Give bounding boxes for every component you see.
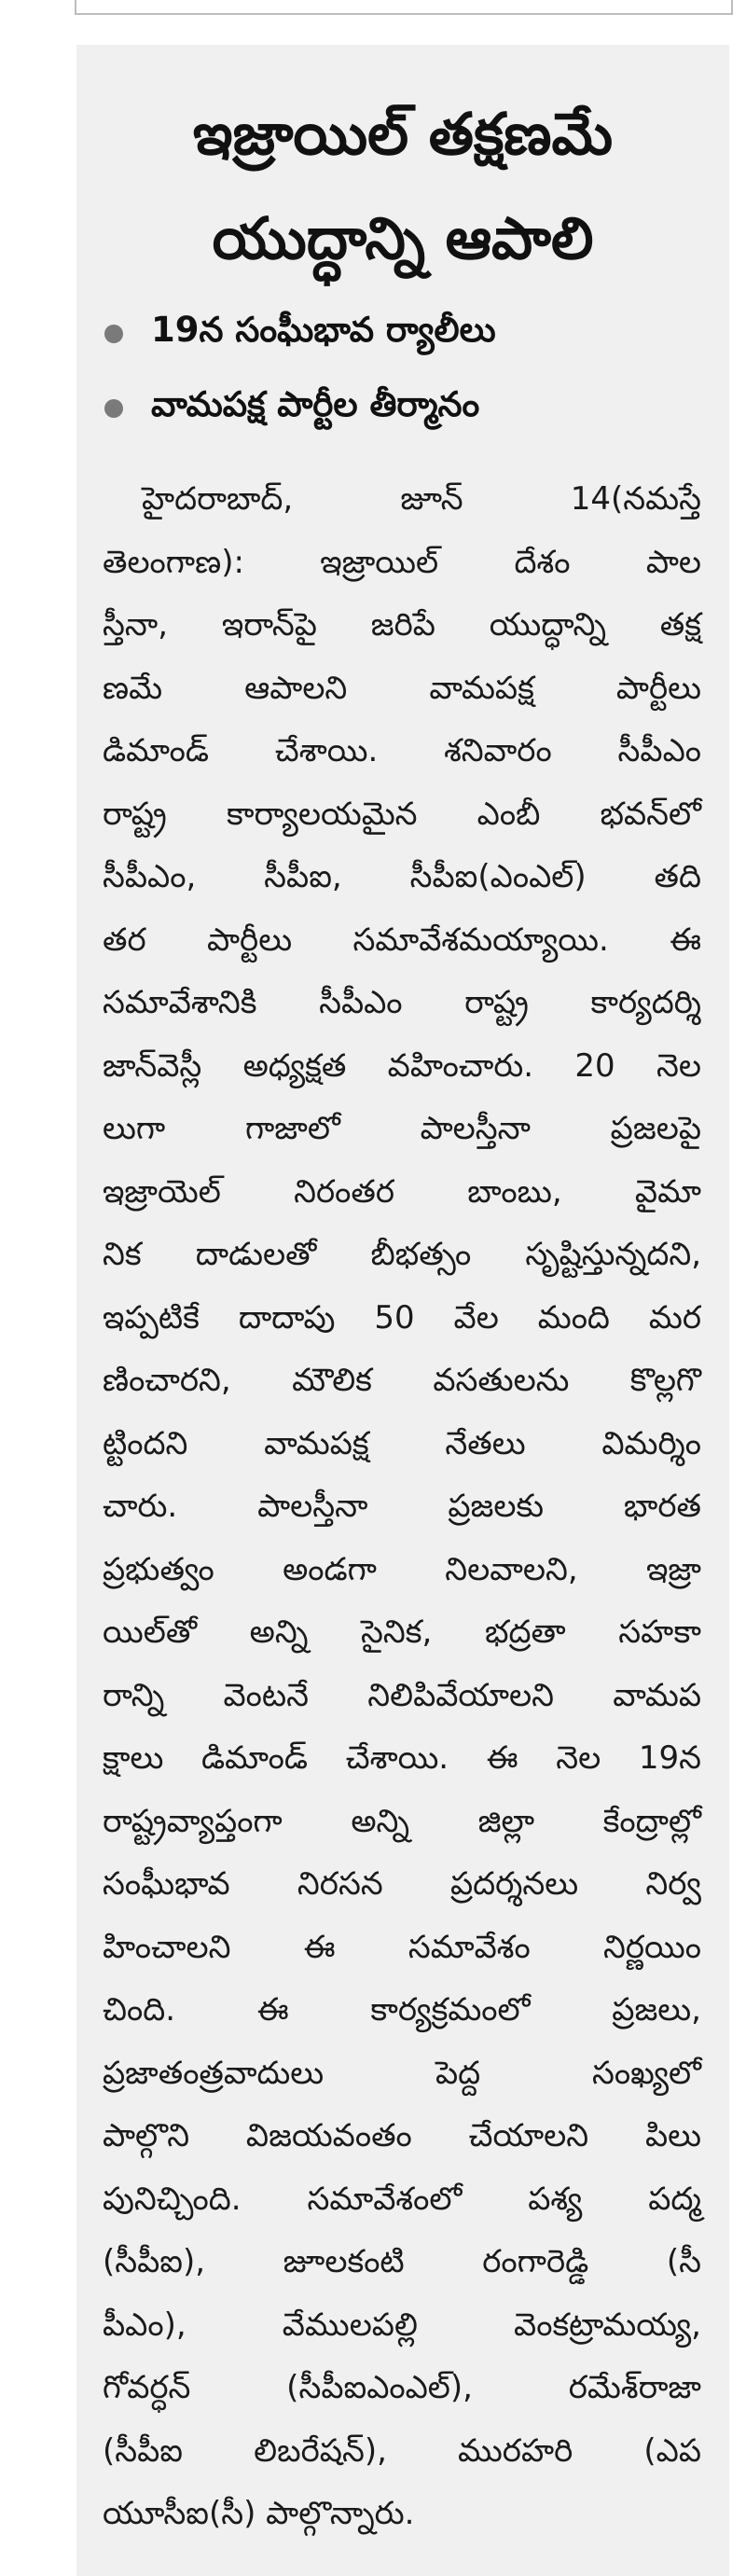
body-line: జాన్‌వెస్లీ అధ్యక్షత వహించారు. 20 నెల <box>103 1046 701 1085</box>
body-line: (సీపీఐ), జూలకంటి రంగారెడ్డి (సీ <box>103 2243 701 2280</box>
body-line: యిల్‌తో అన్ని సైనిక, భద్రతా సహకా <box>103 1613 701 1651</box>
body-line: పీఎం), వేములపల్లి వెంకట్రామయ్య, <box>103 2306 701 2344</box>
body-line: ణించారని, మౌలిక వసతులను కొల్లగొ <box>103 1362 701 1399</box>
headline-line-1: ఇజ్రాయిల్ తక్షణమే <box>192 100 614 168</box>
body-line: ఇప్పటికే దాదాపు 50 వేల మంది మర <box>103 1298 701 1336</box>
body-line: గోవర్ధన్ (సీపీఐఎంఎల్), రమేశ్‌రాజా <box>103 2369 701 2406</box>
body-line: ఇజ్రాయెల్ నిరంతర బాంబు, వైమా <box>103 1172 701 1211</box>
body-line: ప్రభుత్వం అండగా నిలవాలని, ఇజ్రా <box>103 1550 701 1588</box>
body-line: స్తీనా, ఇరాన్‌పై జరిపే యుద్ధాన్ని తక్ష <box>103 606 701 644</box>
body-line: చింది. ఈ కార్యక్రమంలో ప్రజలు, <box>103 1991 701 2029</box>
body-line: చారు. పాలస్తీనా ప్రజలకు భారత <box>103 1488 701 1525</box>
body-line: ట్టిందని వామపక్ష నేతలు విమర్శిం <box>103 1424 701 1462</box>
body-line: క్షాలు డిమాండ్ చేశాయి. ఈ నెల 19న <box>103 1739 701 1777</box>
headline-line-2: యుద్ధాన్ని ఆపాలి <box>212 204 594 272</box>
bullet-item <box>104 371 729 446</box>
body-line: రాన్ని వెంటనే నిలిపివేయాలని వామప <box>103 1676 701 1714</box>
body-line: డిమాండ్ చేశాయి. శనివారం సీపీఎం <box>103 732 701 769</box>
body-line: సంఘీభావ నిరసన ప్రదర్శనలు నిర్వ <box>103 1865 701 1903</box>
body-line: సీపీఎం, సీపీఐ, సీపీఐ(ఎంఎల్) తది <box>103 858 701 895</box>
bullet-dot-icon <box>104 325 123 343</box>
article-headline <box>76 45 729 291</box>
body-line: (సీపీఐ లిబరేషన్), మురహరి (ఎప <box>103 2431 701 2470</box>
bullet-dot-icon <box>104 399 123 418</box>
bullet-item <box>104 297 729 371</box>
bullet-text: వామపక్ష పార్టీల తీర్మానం <box>151 384 480 424</box>
body-line: తెలంగాణ): ఇజ్రాయిల్ దేశం పాల <box>103 543 701 581</box>
body-line: ప్రజాతంత్రవాదులు పెద్ద సంఖ్యలో <box>103 2054 701 2092</box>
subheading-bullets <box>76 297 729 446</box>
body-line: నిక దాడులతో బీభత్సం సృష్టిస్తున్నదని, <box>103 1236 701 1273</box>
body-line: పునిచ్చింది. సమావేశంలో పశ్య పద్మ <box>103 2180 701 2218</box>
news-article <box>76 45 729 2576</box>
body-line: లుగా గాజాలో పాలస్తీనా ప్రజలపై <box>103 1110 701 1147</box>
bullet-text: 19న సంఘీభావ ర్యాలీలు <box>151 310 496 350</box>
body-line: హించాలని ఈ సమావేశం నిర్ణయిం <box>103 1928 701 1966</box>
body-line: యూసీఐ(సీ) పాల్గొన్నారు. <box>103 2495 415 2532</box>
previous-article-frame <box>75 0 733 15</box>
body-line: పాల్గొని విజయవంతం చేయాలని పిలు <box>103 2117 701 2154</box>
body-line: రాష్ట్రవ్యాప్తంగా అన్ని జిల్లా కేంద్రాల్లో <box>103 1802 701 1840</box>
body-line: తర పార్టీలు సమావేశమయ్యాయి. ఈ <box>103 921 701 959</box>
body-line: ణమే ఆపాలని వామపక్ష పార్టీలు <box>103 669 701 707</box>
body-line: రాష్ట్ర కార్యాలయమైన ఎంబీ భవన్‌లో <box>103 795 701 833</box>
body-line: సమావేశానికి సీపీఎం రాష్ట్ర కార్యదర్శి <box>103 984 701 1021</box>
body-line: హైదరాబాద్, జూన్ 14(నమస్తే <box>142 480 701 518</box>
article-body <box>76 468 729 2546</box>
